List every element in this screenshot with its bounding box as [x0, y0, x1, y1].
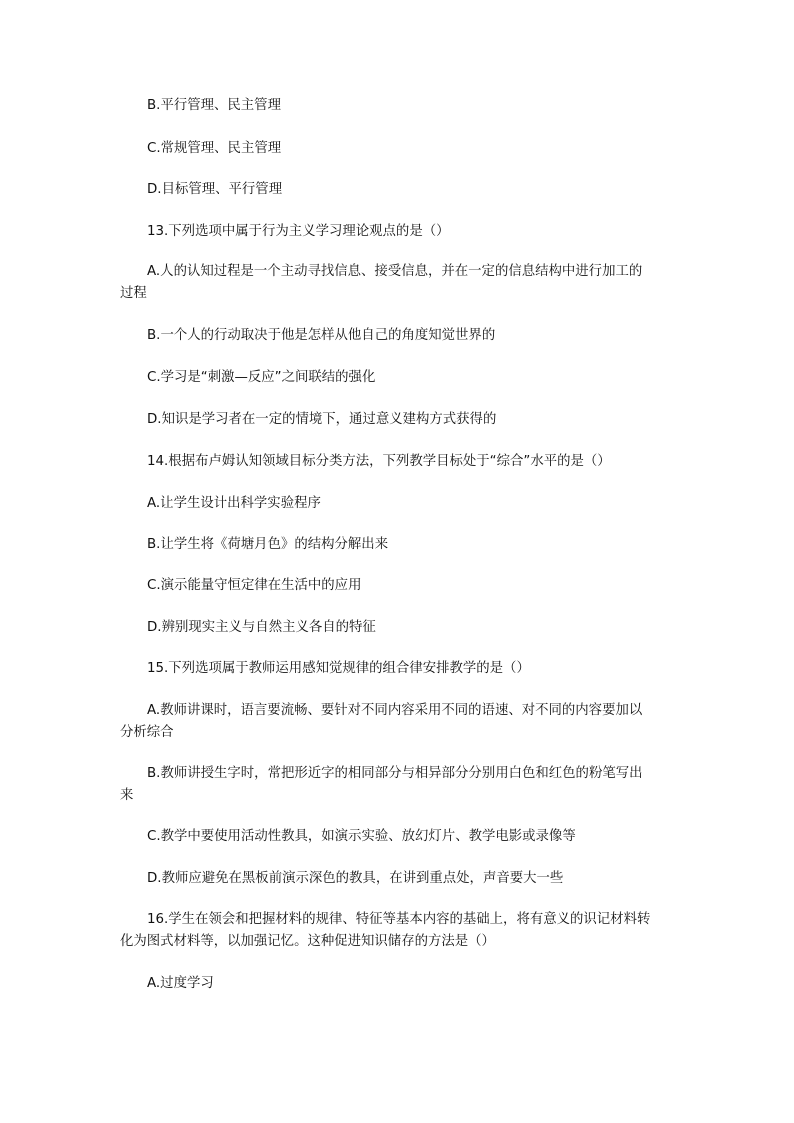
option-12b: B.平行管理、民主管理	[147, 98, 281, 113]
option-12c: C.常规管理、民主管理	[147, 141, 282, 156]
option-16a: A.过度学习	[147, 976, 214, 991]
option-12d: D.目标管理、平行管理	[147, 182, 283, 197]
option-13b: B.一个人的行动取决于他是怎样从他自己的角度知觉世界的	[147, 328, 496, 343]
option-15c: C.教学中要使用活动性教具，如演示实验、放幻灯片、教学电影或录像等	[147, 829, 576, 844]
option-13a-continued: 过程	[120, 286, 147, 301]
question-13: 13.下列选项中属于行为主义学习理论观点的是（）	[147, 224, 450, 239]
option-14a: A.让学生设计出科学实验程序	[147, 496, 321, 511]
option-13a: A.人的认知过程是一个主动寻找信息、接受信息，并在一定的信息结构中进行加工的	[147, 264, 643, 279]
option-14d: D.辨别现实主义与自然主义各自的特征	[147, 620, 376, 635]
option-15a: A.教师讲课时，语言要流畅、要针对不同内容采用不同的语速、对不同的内容要加以	[147, 703, 643, 718]
option-15d: D.教师应避免在黑板前演示深色的教具，在讲到重点处，声音要大一些	[147, 871, 564, 886]
question-14: 14.根据布卢姆认知领域目标分类方法，下列教学目标处于“综合”水平的是（）	[147, 454, 611, 469]
option-13d: D.知识是学习者在一定的情境下，通过意义建构方式获得的	[147, 412, 497, 427]
question-16-continued: 化为图式材料等，以加强记忆。这种促进知识储存的方法是（）	[120, 934, 495, 949]
option-14b: B.让学生将《荷塘月色》的结构分解出来	[147, 537, 389, 552]
option-14c: C.演示能量守恒定律在生活中的应用	[147, 578, 362, 593]
option-13c: C.学习是“刺激—反应”之间联结的强化	[147, 370, 376, 385]
question-15: 15.下列选项属于教师运用感知觉规律的组合律安排教学的是（）	[147, 661, 530, 676]
option-15b-continued: 来	[120, 788, 134, 803]
option-15b: B.教师讲授生字时，常把形近字的相同部分与相异部分分别用白色和红色的粉笔写出	[147, 766, 643, 781]
question-16: 16.学生在领会和把握材料的规律、特征等基本内容的基础上，将有意义的识记材料转	[147, 912, 651, 927]
option-15a-continued: 分析综合	[120, 725, 174, 740]
